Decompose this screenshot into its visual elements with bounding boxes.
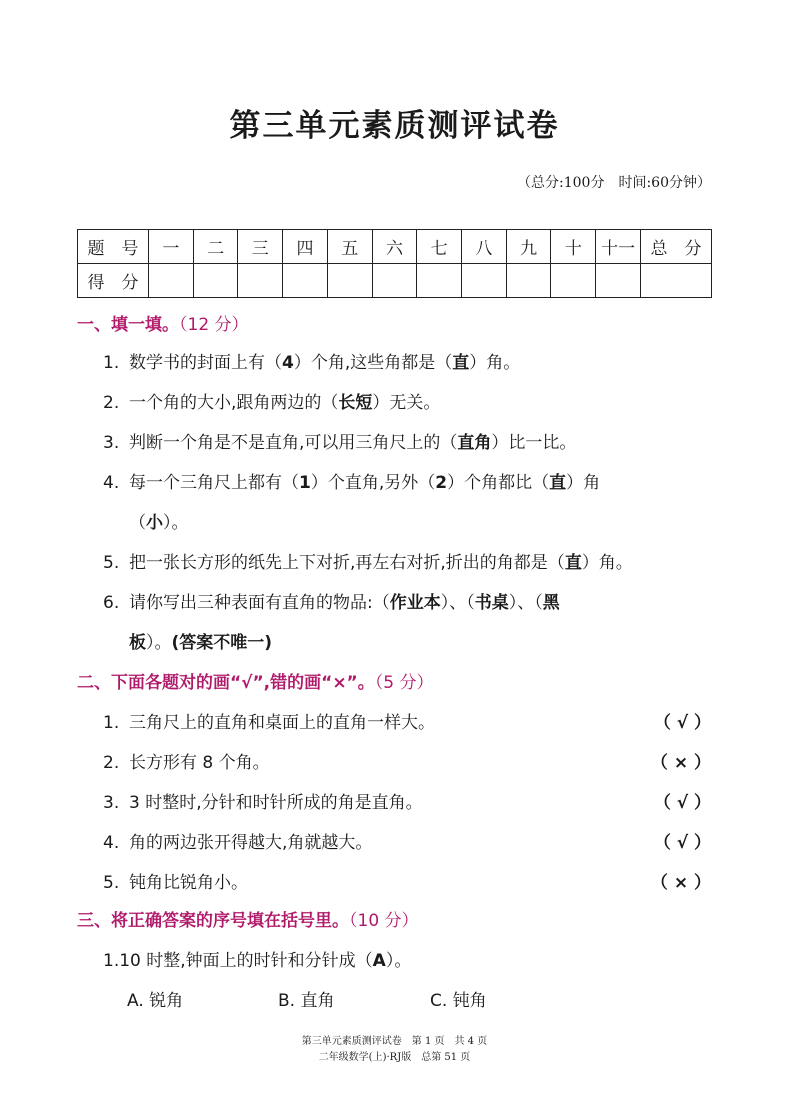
question-text: ）。 xyxy=(385,951,412,971)
question-number: 5. xyxy=(103,553,120,573)
answer: 小 xyxy=(146,513,163,533)
header-cell: 四 xyxy=(283,230,328,264)
score-table-header-row xyxy=(78,230,712,264)
header-cell: 五 xyxy=(327,230,372,264)
header-cell: 七 xyxy=(417,230,462,264)
page-title: 第三单元素质测评试卷 xyxy=(229,108,560,144)
score-cell[interactable] xyxy=(327,264,372,298)
header-cell: 九 xyxy=(506,230,551,264)
fill-question-3 xyxy=(103,428,576,453)
question-text: 长方形有 8 个角。 xyxy=(129,753,270,773)
question-text: （ xyxy=(129,513,146,533)
section-title: 二、下面各题对的画“√”,错的画“×”。 xyxy=(77,673,375,693)
header-cell: 八 xyxy=(462,230,507,264)
question-text: 一个角的大小,跟角两边的（ xyxy=(129,393,339,413)
fill-question-6-continued xyxy=(129,628,272,653)
question-text: 每一个三角尺上都有（ xyxy=(129,473,299,493)
score-table xyxy=(77,229,712,298)
score-cell[interactable] xyxy=(551,264,596,298)
answer: 作业本 xyxy=(389,593,441,613)
judge-mark: （ × ） xyxy=(650,753,711,773)
answer: 直 xyxy=(452,353,470,373)
question-text: 数学书的封面上有（ xyxy=(129,353,282,373)
score-cell[interactable] xyxy=(596,264,641,298)
question-text: 3 时整时,分针和时针所成的角是直角。 xyxy=(129,793,423,813)
answer-note: (答案不唯一) xyxy=(171,633,273,653)
question-text: ）。 xyxy=(146,633,172,653)
question-number: 4. xyxy=(103,833,120,853)
answer: 4 xyxy=(282,353,294,373)
question-number: 1. xyxy=(103,713,120,733)
question-number: 3. xyxy=(103,793,120,813)
judge-question-5 xyxy=(103,868,248,893)
question-number: 2. xyxy=(103,753,120,773)
header-cell: 二 xyxy=(193,230,238,264)
judge-question-3 xyxy=(103,788,423,813)
fill-question-1 xyxy=(103,348,520,373)
exam-meta: （总分:100分 时间:60分钟） xyxy=(517,175,711,191)
answer: 直 xyxy=(564,553,582,573)
answer: 直 xyxy=(549,473,567,493)
question-text: ）个角都比（ xyxy=(447,473,550,493)
section-heading-fill xyxy=(77,310,249,335)
answer: 1 xyxy=(299,473,311,493)
section-heading-judge xyxy=(77,668,433,693)
score-cell[interactable] xyxy=(417,264,462,298)
question-text: 请你写出三种表面有直角的物品:（ xyxy=(129,593,390,613)
choice-question-1 xyxy=(103,946,411,971)
fill-question-4-continued xyxy=(129,508,189,533)
score-cell[interactable] xyxy=(283,264,328,298)
footer-line-1: 第三单元素质测评试卷 第 1 页 共 4 页 xyxy=(301,1036,488,1047)
judge-question-2 xyxy=(103,748,270,773)
question-text: 把一张长方形的纸先上下对折,再左右对折,折出的角都是（ xyxy=(129,553,565,573)
question-number: 4. xyxy=(103,473,120,493)
section-points: （10 分） xyxy=(349,911,419,931)
question-number: 5. xyxy=(103,873,120,893)
answer: A xyxy=(372,951,386,971)
judge-mark: （ × ） xyxy=(650,873,711,893)
question-text: ）、（ xyxy=(440,593,475,613)
question-text: 1.10 时整,钟面上的时针和分针成（ xyxy=(103,951,373,971)
question-text: ）个直角,另外（ xyxy=(310,473,436,493)
question-number: 3. xyxy=(103,433,120,453)
header-cell: 一 xyxy=(149,230,194,264)
fill-question-6 xyxy=(103,588,560,613)
question-text: 三角尺上的直角和桌面上的直角一样大。 xyxy=(129,713,435,733)
question-text: ）角 xyxy=(566,473,601,493)
question-text: ）比一比。 xyxy=(491,433,577,453)
question-number: 6. xyxy=(103,593,120,613)
question-text: ）无关。 xyxy=(372,393,441,413)
choice-option-a: A. 锐角 xyxy=(127,991,184,1011)
answer: 2 xyxy=(435,473,448,493)
answer: 直角 xyxy=(457,433,492,453)
answer: 板 xyxy=(129,633,146,653)
choice-option-c: C. 钝角 xyxy=(430,991,487,1011)
answer: 书桌 xyxy=(474,593,509,613)
answer: 黑 xyxy=(542,593,560,613)
section-heading-choice xyxy=(77,906,419,931)
section-title: 三、将正确答案的序号填在括号里。 xyxy=(77,911,349,931)
section-points: （12 分） xyxy=(179,315,249,335)
section-points: （5 分） xyxy=(374,673,434,693)
judge-question-4 xyxy=(103,828,372,853)
score-cell[interactable] xyxy=(641,264,712,298)
judge-question-1 xyxy=(103,708,435,733)
footer-line-2: 二年级数学(上)·RJ版 总第 51 页 xyxy=(318,1052,471,1063)
header-cell: 十一 xyxy=(596,230,641,264)
score-cell[interactable] xyxy=(372,264,417,298)
question-text: 判断一个角是不是直角,可以用三角尺上的（ xyxy=(129,433,458,453)
judge-mark: （ √ ） xyxy=(653,833,711,853)
fill-question-5 xyxy=(103,548,633,573)
fill-question-2 xyxy=(103,388,440,413)
header-cell: 六 xyxy=(372,230,417,264)
question-number: 1. xyxy=(103,353,120,373)
header-cell: 总 分 xyxy=(641,230,712,264)
score-table-score-row xyxy=(78,264,712,298)
question-text: ）、（ xyxy=(508,593,543,613)
judge-mark: （ √ ） xyxy=(653,713,711,733)
question-text: ）角。 xyxy=(581,553,633,573)
question-text: ）个角,这些角都是（ xyxy=(293,353,453,373)
question-text: 钝角比锐角小。 xyxy=(129,873,248,893)
fill-question-4 xyxy=(103,468,600,493)
choice-option-b: B. 直角 xyxy=(278,991,335,1011)
section-title: 一、填一填。 xyxy=(77,315,179,335)
judge-mark: （ √ ） xyxy=(653,793,711,813)
score-label-cell: 得 分 xyxy=(78,264,149,298)
score-cell[interactable] xyxy=(506,264,551,298)
question-text: ）角。 xyxy=(469,353,521,373)
header-cell: 十 xyxy=(551,230,596,264)
question-text: 角的两边张开得越大,角就越大。 xyxy=(129,833,373,853)
question-text: ）。 xyxy=(163,513,189,533)
header-cell: 三 xyxy=(238,230,283,264)
score-cell[interactable] xyxy=(462,264,507,298)
header-cell: 题 号 xyxy=(78,230,149,264)
score-cell[interactable] xyxy=(193,264,238,298)
question-number: 2. xyxy=(103,393,120,413)
score-cell[interactable] xyxy=(149,264,194,298)
score-cell[interactable] xyxy=(238,264,283,298)
answer: 长短 xyxy=(338,393,373,413)
